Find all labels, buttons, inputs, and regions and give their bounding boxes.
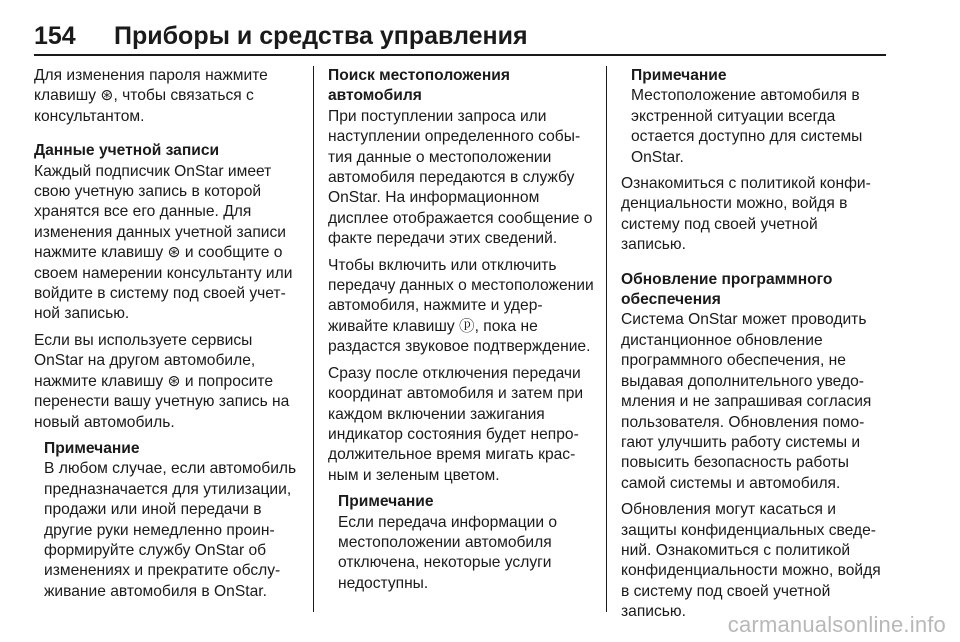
note-text: В любом случае, если автомобиль предназначается для утилизации, продажи или иной передачи в другие руки немедленно проинформируйте службу OnStar об изменениях и прекратите обслуживание автомобиля в OnStar. — [44, 460, 297, 600]
note-block — [621, 66, 886, 168]
note-text: Местоположение автомобиля в экстренной ситуации всегда остается доступно для системы OnStar. — [631, 87, 863, 166]
column-3 — [621, 66, 886, 629]
page-title: Приборы и средства управления — [114, 22, 528, 50]
column-divider — [606, 66, 607, 612]
section-heading: Поиск местоположения автомобиля — [328, 67, 510, 105]
note-heading: Примечание — [338, 493, 434, 511]
paragraph: Чтобы включить или отключить передачу данных о местоположении автомобиля, нажмите и удерживайте клавишу ⓟ, пока не раздастся звуковое подтверждение. — [328, 256, 594, 356]
note-heading: Примечание — [44, 439, 140, 457]
note-block — [34, 439, 302, 602]
section-heading: Обновление программного обеспечения — [621, 270, 833, 309]
paragraph: Если вы используете сервисы OnStar на другом автомобиле, нажмите клавишу ⊛ и попросите перенести вашу учетную запись на новый автомобиль. — [34, 331, 290, 431]
page-header — [34, 18, 886, 56]
column-2 — [328, 66, 594, 600]
paragraph: Ознакомиться с политикой конфиденциальности можно, войдя в систему под своей учетной записью. — [621, 175, 871, 254]
paragraph: При поступлении запроса или наступлении определенного события данные о местоположении автомобиля передаются в службу OnStar. На информационном дисплее отображается сообщение о факте передачи этих сведений. — [328, 107, 593, 248]
paragraph: Сразу после отключения передачи координат автомобиля и затем при каждом включении зажигания индикатор состояния будет непродолжительное время мигать красным и зеленым цветом. — [328, 364, 584, 484]
paragraph: Система OnStar может проводить дистанционное обновление программного обеспечения, не выдавая дополнительного уведомления и не запрашивая согласия пользователя. Обновления помогают улучшить работу системы и повысить безопасность работы самой системы и автомобиля. — [621, 311, 872, 492]
page-number: 154 — [34, 22, 76, 50]
note-heading: Примечание — [631, 67, 727, 84]
section-heading: Данные учетной записи — [34, 142, 220, 160]
note-block — [328, 492, 594, 594]
note-text: Если передача информации о местоположении автомобиля отключена, некоторые услуги недоступны. — [338, 513, 558, 592]
paragraph: Обновления могут касаться и защиты конфиденциальных сведений. Ознакомиться с политикой конфиденциальности можно, войдя в систему под своей учетной записью. — [621, 501, 881, 621]
column-1 — [34, 66, 302, 608]
column-divider — [313, 66, 314, 612]
intro-paragraph: Для изменения пароля нажмите клавишу ⊛, чтобы связаться с консультантом. — [34, 67, 268, 125]
paragraph: Каждый подписчик OnStar имеет свою учетную запись в которой хранятся все его данные. Для изменения данных учетной записи нажмите клавишу ⊛ и сообщите о своем намерении консультанту или войдите в систему под своей учетной записью. — [34, 162, 293, 323]
watermark: carmanualsonline.info — [727, 612, 946, 637]
